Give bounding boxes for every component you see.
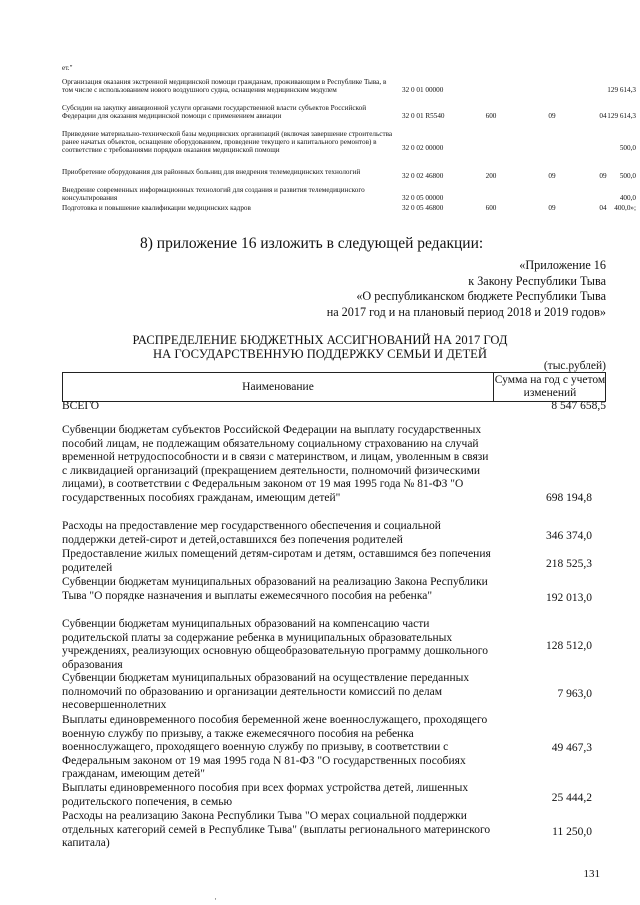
units-label: (тыс.рублей) bbox=[543, 360, 606, 372]
header-name: Наименование bbox=[63, 373, 494, 401]
row-code: 32 0 02 00000 bbox=[402, 144, 444, 152]
row-sum: 129 614,3 bbox=[607, 112, 636, 120]
row-value: 11 250,0 bbox=[552, 826, 592, 838]
row-value: 25 444,2 bbox=[551, 792, 592, 804]
top-table-marker: ет." bbox=[62, 64, 73, 72]
row-label: Предоставление жилых помещений детям-сиротам и детям, оставшимся без попечения родителей bbox=[62, 548, 491, 574]
row-value: 698 194,8 bbox=[546, 492, 592, 504]
row-code: 32 0 02 46800 bbox=[402, 172, 444, 180]
row-sum: 500,0 bbox=[619, 144, 636, 152]
row-value: 192 013,0 bbox=[546, 592, 592, 604]
row-value: 218 525,3 bbox=[546, 558, 592, 570]
row-value: 346 374,0 bbox=[546, 530, 592, 542]
appendix-reference bbox=[327, 258, 606, 320]
row-rz: 09 bbox=[548, 112, 556, 120]
table-header bbox=[62, 372, 606, 402]
row-value: 49 467,3 bbox=[551, 742, 592, 754]
row-sum: 129 614,3 bbox=[607, 86, 636, 94]
row-code: 32 0 05 00000 bbox=[402, 194, 444, 202]
row-label: Субвенции бюджетам субъектов Российской Федерации на выплату государственных пособий лицам, не подлежащим обязательному социальному страхованию на случай временной нетрудоспособности и в связи с материнством, и лицам, уволенным в связи с ликвидацией организаций (прекращением деятельности, полномочий физическими лицами), в соответствии с Федеральным законом от 19 мая 1995 года № 81-ФЗ "О государственных пособиях гражданам, имеющим детей" bbox=[62, 424, 489, 504]
appendix-line: к Закону Республики Тыва bbox=[468, 273, 606, 288]
row-vr: 600 bbox=[485, 204, 497, 212]
row-label: Субвенции бюджетам муниципальных образований на осуществление переданных полномочий по образованию и организации деятельности комиссий по делам несовершеннолетних bbox=[62, 672, 470, 712]
row-value: 7 963,0 bbox=[557, 688, 592, 700]
appendix-line: «О республиканском бюджете Республики Тыва bbox=[356, 289, 606, 303]
row-vr: 200 bbox=[485, 172, 497, 180]
row-code: 32 0 01 00000 bbox=[402, 86, 444, 94]
row-pr: 04 bbox=[599, 112, 607, 120]
row-name: Субсидии на закупку авиационной услуги органами государственной власти субъектов Российской Федерации для оказания медицинской помощи с применением авиации bbox=[62, 104, 367, 120]
row-code: 32 0 05 46800 bbox=[402, 204, 444, 212]
row-label: Расходы на реализацию Закона Республики Тыва "О мерах социальной поддержки отдельных категорий семей в Республике Тыва" (выплаты регионального материнского капитала) bbox=[62, 810, 491, 850]
total-label: ВСЕГО bbox=[62, 400, 100, 412]
row-value: 128 512,0 bbox=[546, 640, 592, 652]
row-pr: 04 bbox=[599, 204, 607, 212]
row-rz: 09 bbox=[548, 204, 556, 212]
row-pr: 09 bbox=[599, 172, 607, 180]
total-value: 8 547 658,5 bbox=[551, 400, 606, 412]
row-sum: 400,0 bbox=[619, 194, 636, 202]
row-name: Организация оказания экстренной медицинской помощи гражданам, проживающим в Республике Тыва, в том числе с использованием нового воздушного судна, оснащения медицинским модулем bbox=[62, 78, 387, 94]
row-label: Субвенции бюджетам муниципальных образований на реализацию Закона Республики Тыва "О порядке назначения и выплаты ежемесячного пособия на ребенка" bbox=[62, 576, 488, 602]
row-sum: 400,0»; bbox=[614, 204, 636, 212]
title-line: РАСПРЕДЕЛЕНИЕ БЮДЖЕТНЫХ АССИГНОВАНИЙ НА 2017 ГОД bbox=[132, 333, 508, 347]
header-sum: Сумма на год с учетом изменений bbox=[494, 374, 606, 399]
row-label: Выплаты единовременного пособия при всех формах устройства детей, лишенных родительского попечения, в семью bbox=[62, 782, 469, 808]
appendix-line: на 2017 год и на плановый период 2018 и 2019 годов» bbox=[326, 304, 606, 319]
row-label: Выплаты единовременного пособия беременной жене военнослужащего, проходящего военную службу по призыву, а также ежемесячного пособия на ребенка военнослужащего, проходящего военную службу по призыву, в соответствии с Федеральным законом от 19 мая 1995 года N 81-ФЗ "О государственных пособиях гражданам, имеющим детей" bbox=[62, 714, 488, 781]
page-number: 131 bbox=[583, 868, 600, 880]
appendix-line: «Приложение 16 bbox=[519, 258, 606, 272]
row-name: Внедрение современных информационных технологий для создания и развития телемедицинского консультирования bbox=[62, 186, 365, 202]
row-name: Подготовка и повышение квалификации медицинских кадров bbox=[62, 204, 251, 212]
row-name: Приобретение оборудования для районных больниц для внедрения телемедицинских технологий bbox=[62, 168, 361, 176]
document-title bbox=[60, 333, 580, 361]
footer-mark: · bbox=[214, 894, 217, 904]
amendment-instruction: 8) приложение 16 изложить в следующей редакции: bbox=[140, 235, 484, 252]
row-label: Субвенции бюджетам муниципальных образований на компенсацию части родительской платы за содержание ребенка в муниципальных образовательных учреждениях, реализующих основную общеобразовательную программу дошкольного образования bbox=[62, 618, 488, 671]
row-vr: 600 bbox=[485, 112, 497, 120]
row-rz: 09 bbox=[548, 172, 556, 180]
title-line: НА ГОСУДАРСТВЕННУЮ ПОДДЕРЖКУ СЕМЬИ И ДЕТЕЙ bbox=[153, 347, 487, 361]
row-name: Приведение материально-технической базы медицинских организаций (включая завершение строительства ранее начатых объектов, оснащение оборудованием, проведение текущего и капитального ремонтов) в соответствие с требованиями порядков оказания медицинской помощи bbox=[62, 130, 393, 154]
row-label: Расходы на предоставление мер государственного обеспечения и социальной поддержки детей-сирот и детей,оставшихся без попечения родителей bbox=[62, 520, 441, 546]
row-sum: 500,0 bbox=[619, 172, 636, 180]
row-code: 32 0 01 R5540 bbox=[402, 112, 445, 120]
